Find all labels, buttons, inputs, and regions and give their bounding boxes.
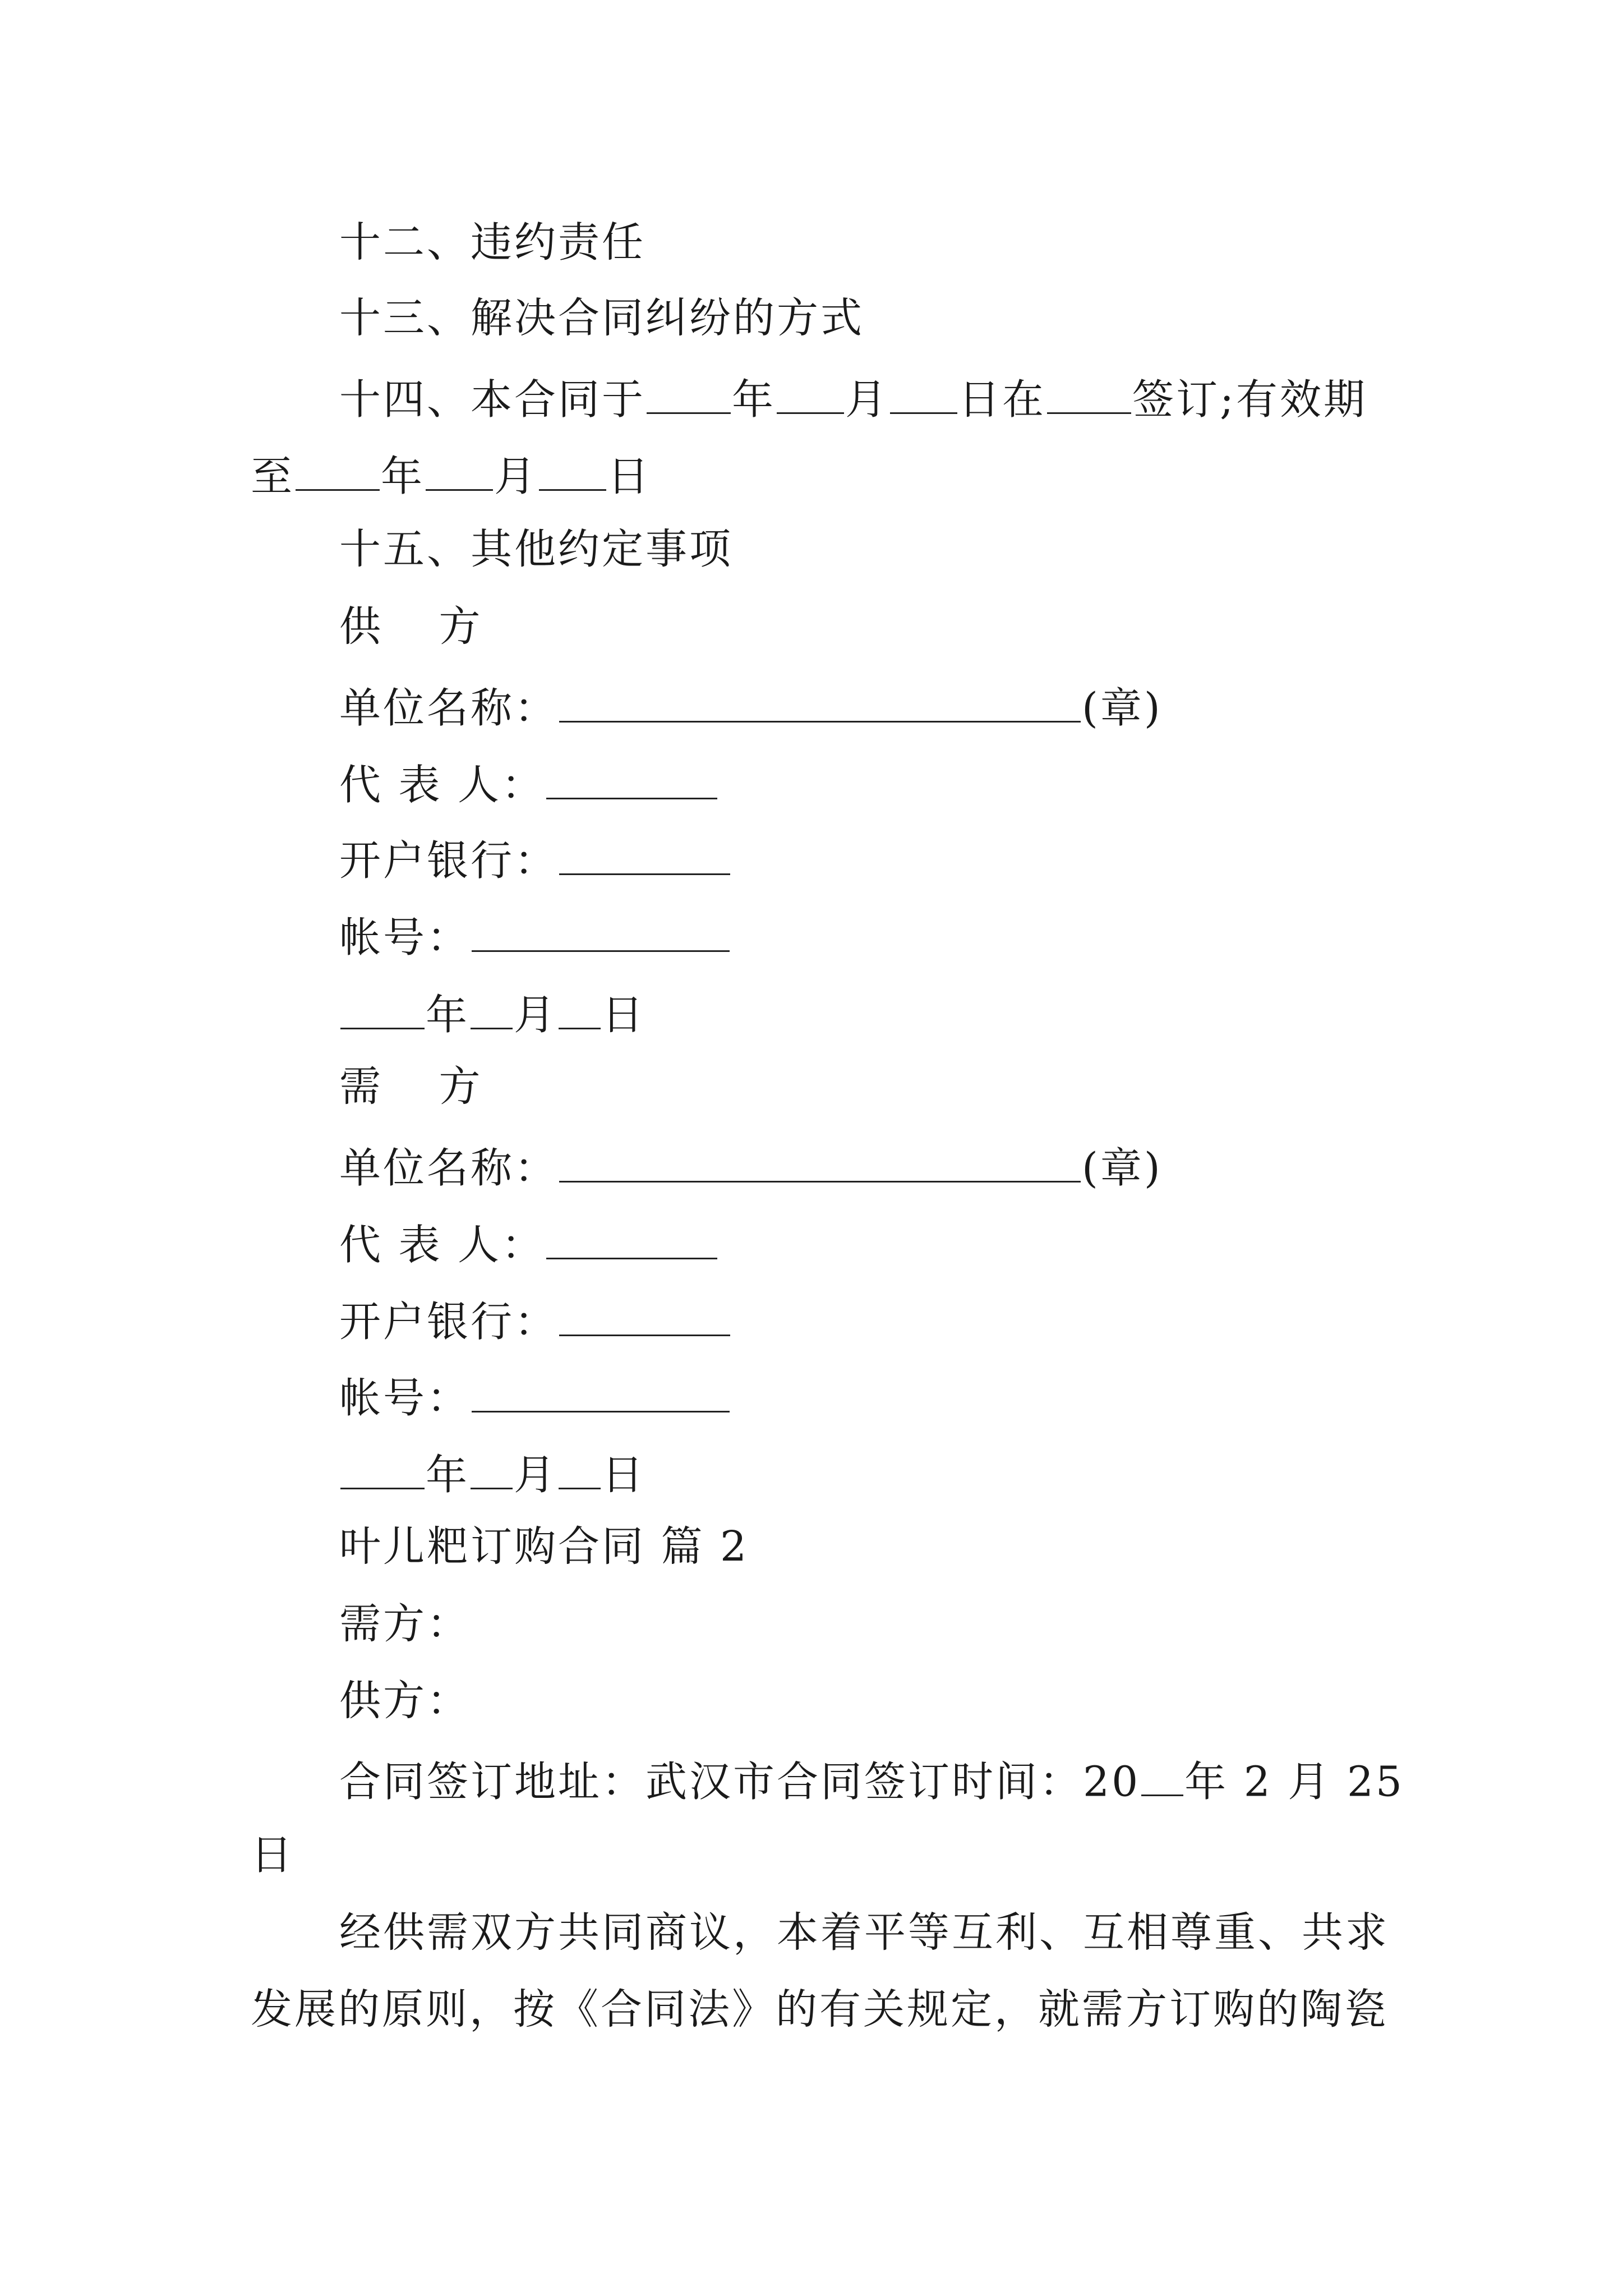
supplier-seal: (章) (1082, 684, 1163, 733)
year-text: 年 (732, 375, 776, 424)
supplier-unit-blank (559, 683, 1081, 723)
clause-13: 十三、解决合同纠纷的方式 (339, 294, 864, 342)
supplier-rep-label: 代 表 人： (339, 761, 546, 809)
supplier-month-text: 月 (514, 991, 557, 1039)
buyer-rep-blank (546, 1220, 717, 1259)
buyer-unit-row (339, 1143, 1163, 1193)
buyer-month-text: 月 (514, 1451, 557, 1499)
supplier-bank-row (339, 836, 731, 885)
clause-12: 十二、违约责任 (339, 218, 645, 266)
supplier-account-blank (472, 913, 730, 952)
buyer-seal: (章) (1082, 1144, 1163, 1193)
supplier-unit-row (339, 683, 1163, 733)
buyer-account-label: 帐号： (339, 1374, 471, 1423)
supplier-date-row (339, 990, 645, 1039)
buyer-year-blank (340, 1450, 425, 1489)
supplier-bank-label: 开户银行： (339, 836, 558, 885)
section2-para-line1: 经供需双方共同商议，本着平等互利、互相尊重、共求 (339, 1908, 1389, 1957)
signed-text: 签订;有效期 (1132, 375, 1367, 424)
year2-blank (296, 452, 380, 491)
location-prefix: 合同签订地址：武汉市合同签订时间：20 (339, 1757, 1141, 1806)
buyer-bank-label: 开户银行： (339, 1297, 558, 1346)
supplier-year-blank (340, 990, 425, 1029)
supplier-month-blank (471, 990, 513, 1029)
supplier-year-text: 年 (426, 991, 469, 1039)
day-blank (890, 375, 957, 414)
section2-title: 叶儿粑订购合同 篇 2 (339, 1522, 749, 1571)
buyer-year-text: 年 (426, 1451, 469, 1499)
supplier-account-row (339, 913, 731, 962)
section2-location-line1 (339, 1757, 1404, 1806)
buyer-rep-label: 代 表 人： (339, 1221, 546, 1269)
year-blank (647, 375, 731, 414)
section2-buyer-label: 需方： (339, 1600, 471, 1648)
day2-text: 日 (607, 452, 651, 501)
buyer-account-blank (472, 1373, 730, 1412)
day2-blank (539, 452, 606, 491)
supplier-heading: 供 方 (339, 602, 503, 651)
section2-para-line2: 发展的原则，按《合同法》的有关规定，就需方订购的陶瓷 (251, 1985, 1388, 2033)
buyer-account-row (339, 1373, 731, 1423)
month-text: 月 (845, 375, 889, 424)
month2-text: 月 (494, 452, 538, 501)
supplier-day-text: 日 (602, 991, 645, 1039)
month-blank (777, 375, 844, 414)
buyer-day-blank (559, 1450, 601, 1489)
clause-14-line1 (339, 375, 1367, 424)
section2-location-line2: 日 (251, 1831, 294, 1879)
year2-text: 年 (381, 452, 425, 501)
supplier-unit-label: 单位名称： (339, 684, 558, 733)
place-blank (1047, 375, 1131, 414)
location-year-blank (1141, 1757, 1183, 1796)
clause-14-prefix: 十四、本合同于 (339, 375, 645, 424)
buyer-date-row (339, 1450, 645, 1499)
section2-supplier-label: 供方： (339, 1677, 471, 1725)
buyer-unit-label: 单位名称： (339, 1144, 558, 1193)
day-in-text: 日在 (958, 375, 1046, 424)
buyer-bank-row (339, 1297, 731, 1346)
buyer-bank-blank (559, 1297, 730, 1336)
buyer-rep-row (339, 1220, 718, 1269)
location-suffix: 年 2 月 25 (1184, 1757, 1404, 1806)
supplier-rep-row (339, 760, 718, 809)
to-text: 至 (251, 452, 294, 501)
supplier-rep-blank (546, 760, 717, 799)
clause-14-line2 (251, 452, 651, 501)
month2-blank (426, 452, 493, 491)
supplier-bank-blank (559, 836, 730, 875)
supplier-day-blank (559, 990, 601, 1029)
buyer-month-blank (471, 1450, 513, 1489)
buyer-day-text: 日 (602, 1451, 645, 1499)
supplier-account-label: 帐号： (339, 913, 471, 962)
clause-15: 十五、其他约定事项 (339, 525, 733, 573)
buyer-heading: 需 方 (339, 1062, 503, 1111)
buyer-unit-blank (559, 1143, 1081, 1182)
